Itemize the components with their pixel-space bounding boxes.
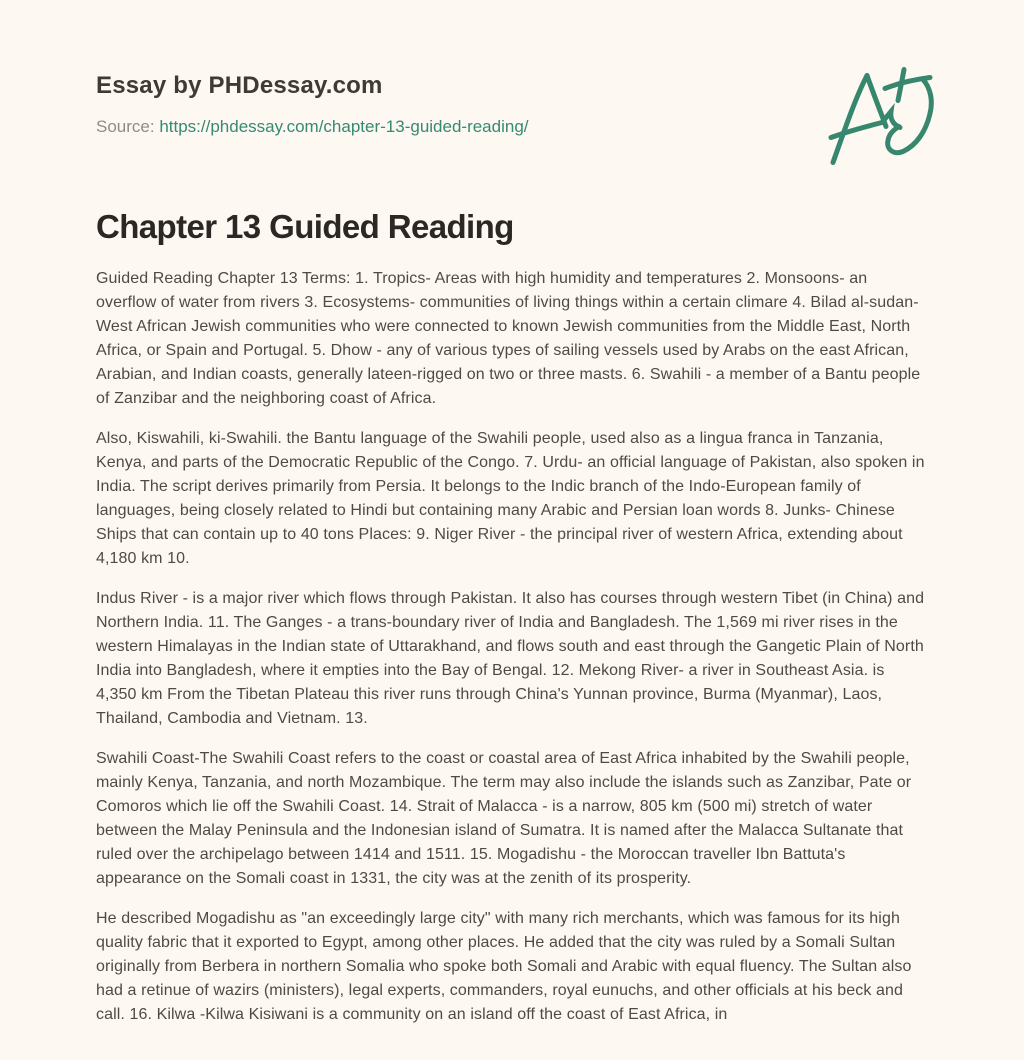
essay-byline: Essay by PHDessay.com	[96, 72, 383, 99]
essay-paragraph: He described Mogadishu as "an exceedingly large city" with many rich merchants, which was famous for its high quality fabric that it exported to Egypt, among other places. He added that the city was ruled by a Somali Sultan originally from Berbera in northern Somalia who spoke both Somali and Arabic with equal fluency. The Sultan also had a retinue of wazirs (ministers), legal experts, commanders, royal eunuchs, and other officials at his beck and call. 16. Kilwa -Kilwa Kisiwani is a community on an island off the coast of East Africa, in	[96, 910, 912, 1023]
essay-paragraph: Indus River - is a major river which flows through Pakistan. It also has courses through western Tibet (in China) and Northern India. 11. The Ganges - a trans-boundary river of India and Bangladesh. The 1,569 mi river rises in the western Himalayas in the Indian state of Uttarakhand, and flows south and east through the Gangetic Plain of North India into Bangladesh, where it empties into the Bay of Bengal. 12. Mekong River- a river in Southeast Asia. is 4,350 km From the Tibetan Plateau this river runs through China's Yunnan province, Burma (Myanmar), Laos, Thailand, Cambodia and Vietnam. 13.	[96, 590, 925, 727]
essay-paragraph: Swahili Coast-The Swahili Coast refers to the coast or coastal area of East Africa inhabited by the Swahili people, mainly Kenya, Tanzania, and north Mozambique. The term may also include the islands such as Zanzibar, Pate or Comoros which lie off the Swahili Coast. 14. Strait of Malacca - is a narrow, 805 km (500 mi) stretch of water between the Malay Peninsula and the Indonesian island of Sumatra. It is named after the Malacca Sultanate that ruled over the archipelago between 1414 and 1511. 15. Mogadishu - the Moroccan traveller Ibn Battuta's appearance on the Somali coast in 1331, the city was at the zenith of its prosperity.	[96, 750, 912, 887]
source-label: Source:	[96, 117, 155, 136]
page-title: Chapter 13 Guided Reading	[96, 208, 514, 245]
phdessay-a-plus-logo-icon	[828, 58, 938, 168]
source-url-link[interactable]: https://phdessay.com/chapter-13-guided-reading/	[159, 117, 529, 136]
essay-paragraph: Also, Kiswahili, ki-Swahili. the Bantu language of the Swahili people, used also as a lingua franca in Tanzania, Kenya, and parts of the Democratic Republic of the Congo. 7. Urdu- an official language of Pakistan, also spoken in India. The script derives primarily from Persia. It belongs to the Indic branch of the Indo-European family of languages, being closely related to Hindi but containing many Arabic and Persian loan words 8. Junks- Chinese Ships that can contain up to 40 tons Places: 9. Niger River - the principal river of western Africa, extending about 4,180 km 10.	[96, 430, 925, 567]
source-line	[96, 117, 928, 137]
essay-paragraph: Guided Reading Chapter 13 Terms: 1. Tropics- Areas with high humidity and temperatures 2. Monsoons- an overflow of water from rivers 3. Ecosystems- communities of living things within a certain climare 4. Bilad al-sudan- West African Jewish communities who were connected to known Jewish communities from the Middle East, North Africa, or Spain and Portugal. 5. Dhow - any of various types of sailing vessels used by Arabs on the east African, Arabian, and Indian coasts, generally lateen-rigged on two or three masts. 6. Swahili - a member of a Bantu people of Zanzibar and the neighboring coast of Africa.	[96, 270, 921, 407]
essay-body	[96, 267, 928, 1027]
